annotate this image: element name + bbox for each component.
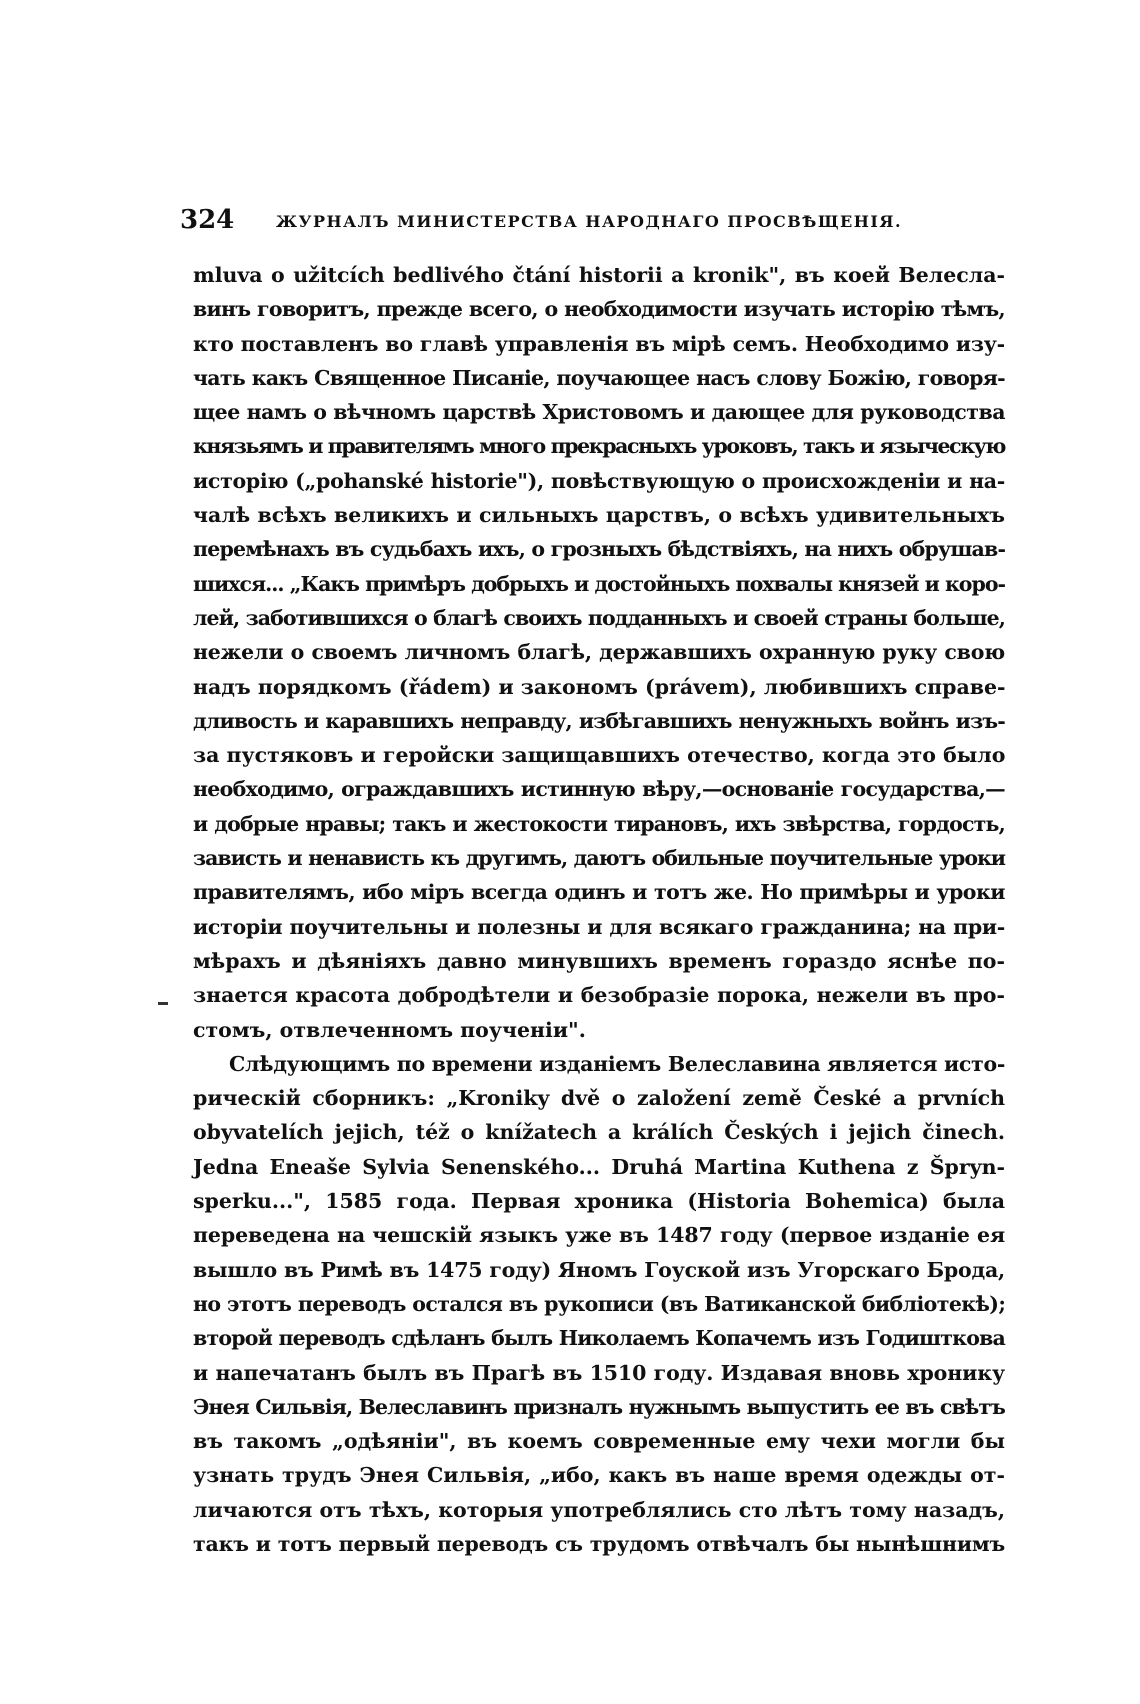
text-line: Энея Сильвія, Велеславинъ призналъ нужнымъ выпустить ее въ свѣтъ [193, 1394, 1005, 1419]
margin-mark [158, 1002, 168, 1005]
text-line: лей, заботившихся о благѣ своихъ подданныхъ и своей страны больше, [193, 605, 1005, 630]
text-line: князьямъ и правителямъ много прекрасныхъ уроковъ, такъ и языческую [193, 434, 1005, 459]
text-line: исторію („pohanské historie"), повѣствующую о происхожденіи и на- [193, 468, 1005, 493]
text-line: мѣрахъ и дѣяніяхъ давно минувшихъ временъ гораздо яснѣе по- [193, 948, 1005, 973]
text-line: исторіи поучительны и полезны и для всякаго гражданина; на при- [193, 914, 1005, 939]
page-number: 324 [180, 205, 235, 235]
running-title: ЖУРНАЛЪ МИНИСТЕРСТВА НАРОДНАГО ПРОСВѢЩЕНІЯ. [276, 212, 903, 231]
text-line: чалѣ всѣхъ великихъ и сильныхъ царствъ, о всѣхъ удивительныхъ [193, 503, 1005, 528]
page-header [180, 200, 920, 240]
body-text [193, 258, 1005, 1561]
text-line: шихся... „Какъ примѣръ добрыхъ и достойныхъ похвалы князей и коро- [193, 571, 1005, 596]
text-line: и добрые нравы; такъ и жестокости тирановъ, ихъ звѣрства, гордость, [193, 811, 1005, 836]
text-line: вышло въ Римѣ въ 1475 году) Яномъ Гоуской изъ Угорскаго Брода, [193, 1257, 1005, 1282]
text-line: зависть и ненависть къ другимъ, даютъ обильные поучительные уроки [193, 846, 1005, 871]
text-line: и напечатанъ былъ въ Прагѣ въ 1510 году. Издавая вновь хронику [193, 1360, 1005, 1385]
text-line: необходимо, ограждавшихъ истинную вѣру,—основаніе государства,— [193, 777, 1005, 802]
text-line: такъ и тотъ первый переводъ съ трудомъ отвѣчалъ бы нынѣшнимъ [193, 1531, 1005, 1556]
text-line: но этотъ переводъ остался въ рукописи (въ Ватиканской библіотекѣ); [193, 1291, 1006, 1316]
text-line: за пустяковъ и геройски защищавшихъ отечество, когда это было [193, 743, 1006, 768]
text-line: второй переводъ сдѣланъ былъ Николаемъ Копачемъ изъ Годишткова [193, 1326, 1005, 1351]
text-line: чать какъ Священное Писаніе, поучающее насъ слову Божію, говоря- [193, 365, 1005, 390]
text-line: личаются отъ тѣхъ, которыя употреблялись сто лѣтъ тому назадъ, [193, 1497, 1005, 1522]
text-line: стомъ, отвлеченномъ поученіи". [193, 1017, 586, 1042]
text-line: перемѣнахъ въ судьбахъ ихъ, о грозныхъ бѣдствіяхъ, на нихъ обрушав- [193, 537, 1006, 562]
paragraph-2 [193, 1047, 1005, 1561]
paragraph-1 [193, 258, 1005, 1047]
text-line: obyvatelích jejich, též o knížatech a králích Českých i jejich činech. [193, 1120, 1005, 1145]
text-line: въ такомъ „одѣяніи", въ коемъ современные ему чехи могли бы [193, 1429, 1005, 1454]
text-line: щее намъ о вѣчномъ царствѣ Христовомъ и дающее для руководства [193, 400, 1005, 425]
text-line: нежели о своемъ личномъ благѣ, державшихъ охранную руку свою [193, 640, 1005, 665]
text-line: sperku...", 1585 года. Первая хроника (Historia Bohemica) была [193, 1189, 1005, 1214]
text-line: рическій сборникъ: „Kroniky dvě o založení země České a prvních [193, 1086, 1005, 1111]
text-line: правителямъ, ибо міръ всегда одинъ и тотъ же. Но примѣры и уроки [193, 880, 1005, 905]
text-line: переведена на чешскій языкъ уже въ 1487 году (первое изданіе ея [193, 1223, 1005, 1248]
text-line: узнать трудъ Энея Сильвія, „ибо, какъ въ наше время одежды от- [193, 1463, 1005, 1488]
text-line: кто поставленъ во главѣ управленія въ мірѣ семъ. Необходимо изу- [193, 331, 1005, 356]
text-line: знается красота добродѣтели и безобразіе порока, нежели въ про- [193, 983, 1005, 1008]
text-line: дливость и каравшихъ неправду, избѣгавшихъ ненужныхъ войнъ изъ- [193, 708, 1005, 733]
text-line: Jedna Eneaše Sylvia Senenského... Druhá Martina Kuthena z Špryn- [193, 1154, 1005, 1179]
text-line: mluva o užitcích bedlivého čtání historii a kronik", въ коей Велесла- [193, 263, 1005, 287]
text-line: надъ порядкомъ (řádem) и закономъ (právem), любившихъ справе- [193, 674, 1006, 699]
text-line: Слѣдующимъ по времени изданіемъ Велеславина является исто- [229, 1051, 1006, 1076]
text-line: винъ говоритъ, прежде всего, о необходимости изучать исторію тѣмъ, [193, 297, 1005, 322]
